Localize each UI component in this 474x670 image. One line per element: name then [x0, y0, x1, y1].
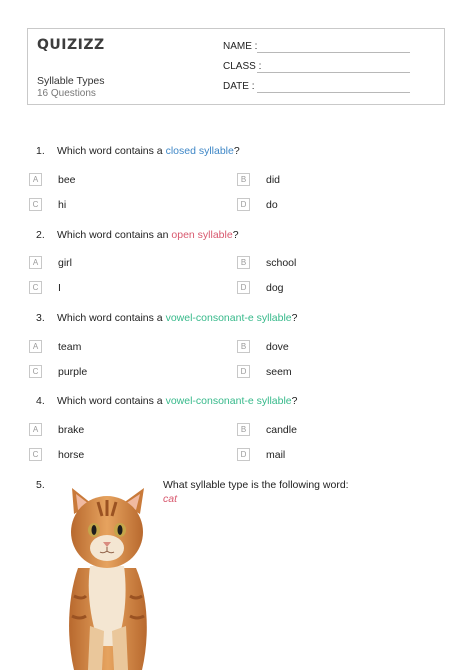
question-text: What syllable type is the following word: — [163, 479, 349, 491]
option-text[interactable]: mail — [266, 449, 286, 461]
option-text[interactable]: did — [266, 174, 281, 186]
question-text: Which word contains a vowel-consonant-e syllable? — [57, 395, 298, 407]
option-text[interactable]: dog — [266, 282, 284, 294]
option-letter[interactable]: A — [29, 340, 42, 353]
option-letter[interactable]: C — [29, 281, 42, 294]
option-text[interactable]: team — [58, 341, 82, 353]
name-field[interactable] — [257, 52, 410, 53]
option-text[interactable]: seem — [266, 366, 292, 378]
option-letter[interactable]: C — [29, 448, 42, 461]
option-letter[interactable]: A — [29, 423, 42, 436]
option-letter[interactable]: D — [237, 198, 250, 211]
target-word: cat — [163, 493, 178, 505]
question-number: 3. — [36, 312, 45, 324]
option-text[interactable]: school — [266, 257, 297, 269]
highlight-term: vowel-consonant-e syllable — [165, 312, 292, 324]
option-letter[interactable]: B — [237, 256, 250, 269]
option-text[interactable]: candle — [266, 424, 297, 436]
option-text[interactable]: do — [266, 199, 278, 211]
question-text: Which word contains a closed syllable? — [57, 145, 240, 157]
quizizz-logo: QUIZIZZ — [37, 37, 105, 53]
option-letter[interactable]: A — [29, 173, 42, 186]
option-text[interactable]: girl — [58, 257, 73, 269]
option-letter[interactable]: B — [237, 173, 250, 186]
question-number: 2. — [36, 229, 45, 241]
date-field[interactable] — [257, 92, 410, 93]
option-text[interactable]: I — [58, 282, 61, 294]
name-label: NAME : — [223, 41, 258, 52]
option-letter[interactable]: B — [237, 423, 250, 436]
question-number: 5. — [36, 479, 45, 491]
option-letter[interactable]: B — [237, 340, 250, 353]
option-letter[interactable]: D — [237, 448, 250, 461]
question-count: 16 Questions — [37, 88, 96, 99]
option-letter[interactable]: C — [29, 198, 42, 211]
worksheet-title: Syllable Types — [37, 75, 105, 87]
date-label: DATE : — [223, 81, 255, 92]
option-letter[interactable]: A — [29, 256, 42, 269]
option-text[interactable]: brake — [58, 424, 85, 436]
cat-photo — [60, 486, 155, 670]
option-text[interactable]: bee — [58, 174, 76, 186]
question-number: 1. — [36, 145, 45, 157]
question-text: Which word contains a vowel-consonant-e syllable? — [57, 312, 298, 324]
highlight-term: closed syllable — [165, 145, 234, 157]
class-label: CLASS : — [223, 61, 262, 72]
question-number: 4. — [36, 395, 45, 407]
option-letter[interactable]: D — [237, 365, 250, 378]
option-letter[interactable]: C — [29, 365, 42, 378]
highlight-term: vowel-consonant-e syllable — [165, 395, 292, 407]
class-field[interactable] — [257, 72, 410, 73]
highlight-term: open syllable — [171, 229, 233, 241]
option-text[interactable]: hi — [58, 199, 67, 211]
option-letter[interactable]: D — [237, 281, 250, 294]
option-text[interactable]: dove — [266, 341, 289, 353]
question-text: Which word contains an open syllable? — [57, 229, 239, 241]
option-text[interactable]: purple — [58, 366, 88, 378]
option-text[interactable]: horse — [58, 449, 85, 461]
